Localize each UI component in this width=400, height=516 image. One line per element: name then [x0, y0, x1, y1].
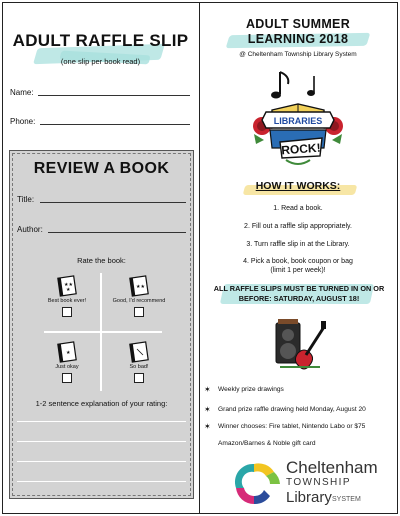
explanation-line[interactable] [17, 481, 186, 482]
logo-text-libraries: LIBRARIES [273, 116, 323, 126]
explanation-line[interactable] [17, 421, 186, 422]
libraries-rock-logo [250, 68, 346, 172]
deadline-line: ALL RAFFLE SLIPS MUST BE TURNED IN ON OR [213, 284, 385, 293]
title-line: LEARNING 2018 [247, 32, 349, 46]
library-logo-mark [226, 458, 284, 506]
logo-text-rock: ROCK! [280, 140, 322, 158]
svg-text:★★: ★★ [64, 282, 73, 288]
star-bullet-icon: ✶ [204, 385, 211, 394]
phone-field[interactable] [40, 124, 190, 125]
summer-learning-title [200, 17, 396, 47]
review-title: REVIEW A BOOK [33, 160, 170, 177]
prize-item [204, 422, 392, 431]
svg-text:★: ★ [66, 287, 71, 293]
rating-label: Just okay [55, 364, 79, 370]
star-bullet-icon: ✶ [204, 405, 211, 414]
prize-text-continued: Amazon/Barnes & Noble gift card [218, 440, 316, 447]
step-4: 4. Pick a book, book coupon or bag [243, 258, 353, 265]
rating-label: Best book ever! [47, 298, 87, 304]
rating-label: So bad! [129, 364, 149, 370]
deadline-notice [206, 284, 392, 304]
rating-option [104, 275, 174, 317]
book-icon [128, 275, 150, 297]
rating-checkbox[interactable] [62, 307, 72, 317]
rating-grid-divider [44, 331, 162, 333]
prize-item [204, 385, 392, 394]
library-township: TOWNSHIP [286, 477, 351, 488]
raffle-slip-title: ADULT RAFFLE SLIP [12, 31, 189, 50]
rating-option [32, 275, 102, 317]
library-system: SYSTEM [332, 496, 361, 503]
explanation-label: 1-2 sentence explanation of your rating: [35, 399, 168, 408]
step-4-note: (limit 1 per week)! [270, 267, 326, 274]
book-icon [56, 275, 78, 297]
rating-label: Good, I'd recommend [112, 298, 166, 304]
library-name: Cheltenham [286, 458, 378, 477]
title-line: ADULT SUMMER [245, 17, 351, 31]
prize-text: Winner chooses: Fire tablet, Nintendo Labo or $75 [218, 423, 366, 430]
star-bullet-icon: ✶ [204, 422, 211, 431]
rating-checkbox[interactable] [134, 373, 144, 383]
book-icon [56, 341, 78, 363]
prize-text: Grand prize raffle drawing held Monday, August 20 [218, 406, 366, 413]
name-label: Name: [10, 88, 34, 97]
rate-label: Rate the book: [77, 256, 126, 265]
library-word: Library [286, 489, 332, 506]
deadline-line: BEFORE: SATURDAY, AUGUST 18! [238, 294, 360, 303]
author-field[interactable] [48, 232, 186, 233]
guitar-amp-icon [270, 315, 328, 373]
book-icon [128, 341, 150, 363]
review-a-book-panel [9, 150, 194, 499]
rating-checkbox[interactable] [62, 373, 72, 383]
rating-option [32, 341, 102, 383]
svg-text:★: ★ [66, 350, 71, 356]
rating-option [104, 341, 174, 383]
explanation-line[interactable] [17, 441, 186, 442]
book-title-field[interactable] [40, 202, 186, 203]
step-2: 2. Fill out a raffle slip appropriately. [244, 223, 352, 230]
prize-text: Weekly prize drawings [218, 386, 284, 393]
book-title-label: Title: [17, 195, 35, 204]
how-it-works-title: HOW IT WORKS: [255, 180, 341, 192]
raffle-slip-column [2, 2, 199, 514]
author-label: Author: [17, 225, 43, 234]
name-field[interactable] [38, 95, 190, 96]
step-3: 3. Turn raffle slip in at the Library. [246, 241, 350, 248]
rating-checkbox[interactable] [134, 307, 144, 317]
svg-text:★★: ★★ [136, 284, 145, 290]
explanation-line[interactable] [17, 461, 186, 462]
summer-subtitle: @ Cheltenham Township Library System [239, 51, 357, 58]
prize-item [204, 405, 392, 414]
step-1: 1. Read a book. [273, 205, 323, 212]
raffle-slip-subtitle: (one slip per book read) [60, 57, 141, 66]
program-info-column [200, 2, 396, 514]
phone-label: Phone: [10, 117, 36, 126]
